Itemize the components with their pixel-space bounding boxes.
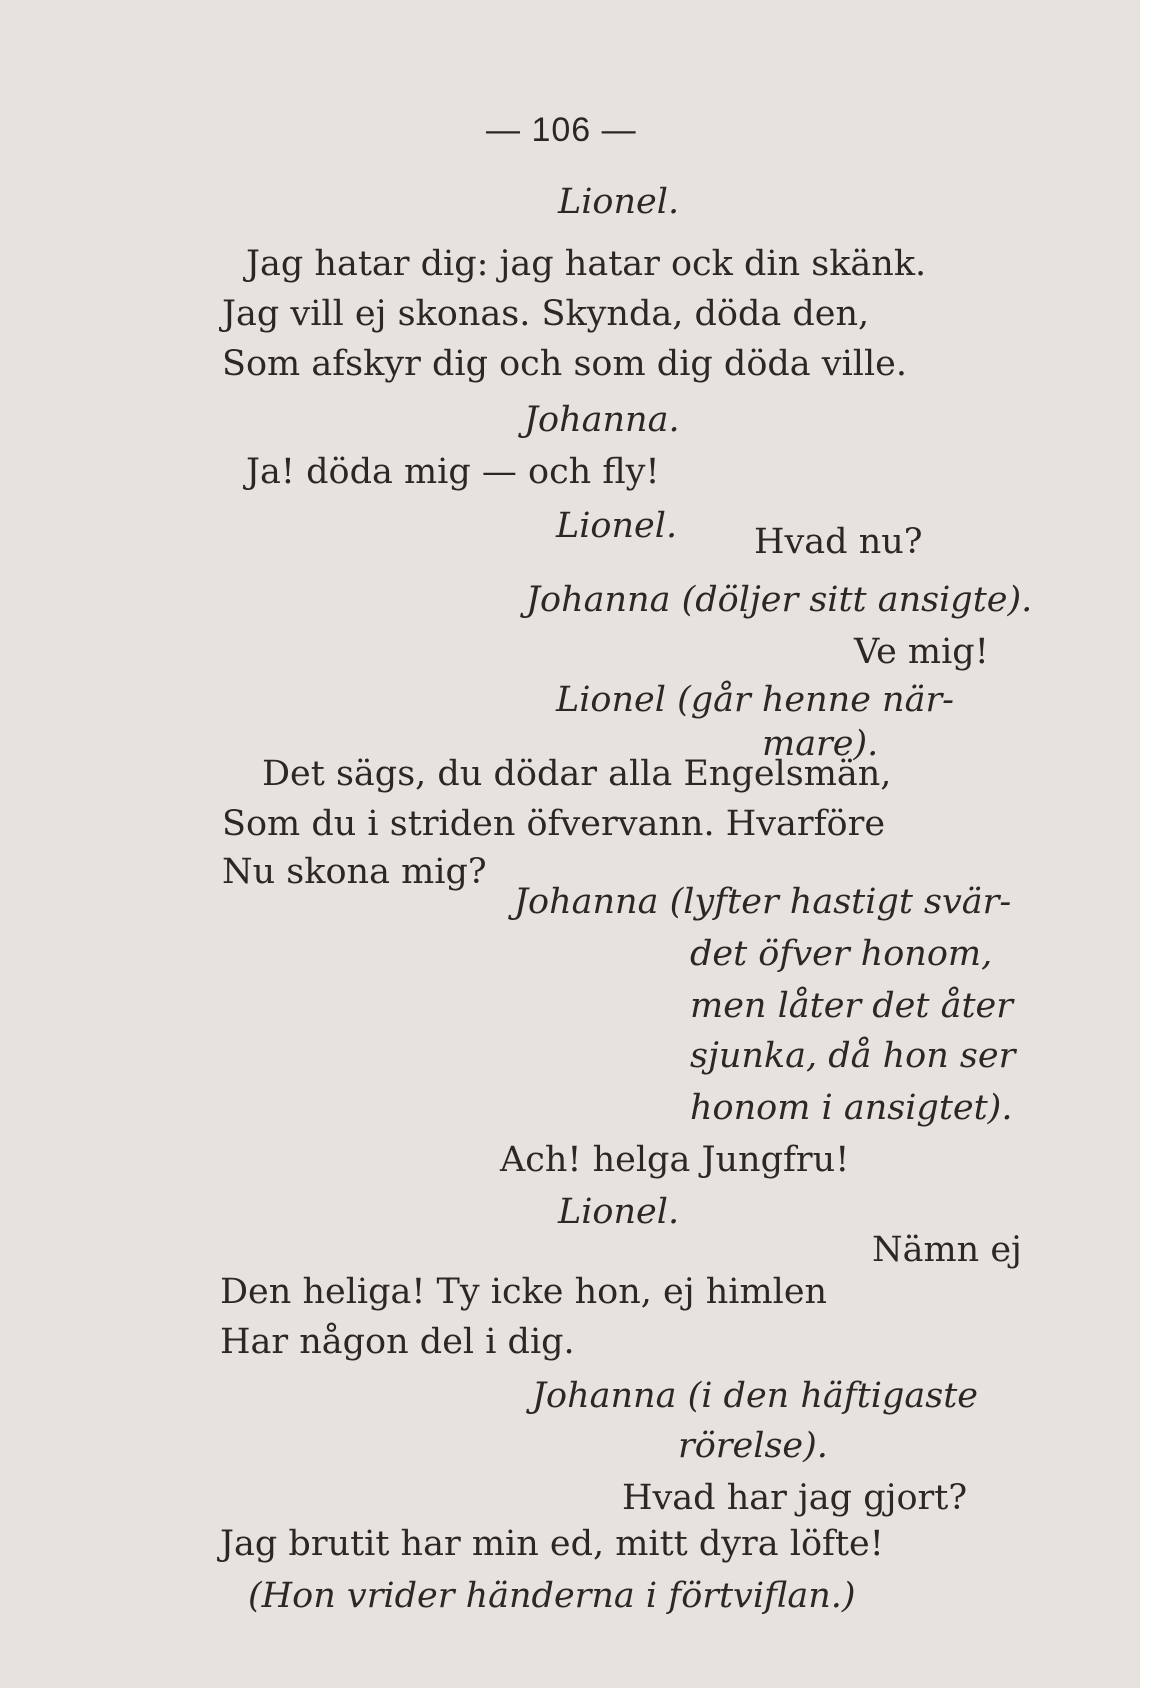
stage-direction: men låter det åter — [690, 986, 1013, 1026]
verse-line: Ja! döda mig — och fly! — [246, 452, 660, 492]
stage-direction: det öfver honom, — [690, 934, 993, 974]
speaker-name: Lionel. — [556, 506, 678, 546]
page-margin — [1140, 0, 1156, 1688]
stage-direction: Lionel (går henne när- — [556, 680, 955, 720]
speaker-name: Lionel. — [558, 1192, 680, 1232]
verse-line: Jag brutit har min ed, mitt dyra löfte! — [220, 1524, 884, 1564]
verse-line: Som du i striden öfvervann. Hvarföre — [222, 804, 886, 844]
stage-direction: honom i ansigtet). — [690, 1088, 1013, 1128]
verse-line: Det sägs, du dödar alla Engelsmän, — [262, 754, 892, 794]
stage-direction: Johanna (i den häftigaste — [532, 1376, 978, 1416]
verse-line: Den heliga! Ty icke hon, ej himlen — [220, 1272, 828, 1312]
stage-direction: sjunka, då hon ser — [690, 1036, 1016, 1076]
verse-line: Hvad har jag gjort? — [622, 1478, 968, 1518]
verse-line: Som afskyr dig och som dig döda ville. — [222, 344, 907, 384]
stage-direction: mare). — [762, 724, 879, 764]
stage-direction: Johanna (lyfter hastigt svär- — [514, 882, 1012, 922]
speaker-name: Lionel. — [558, 182, 680, 222]
stage-direction: Johanna (döljer sitt ansigte). — [526, 580, 1033, 620]
speaker-name: Johanna. — [524, 400, 680, 440]
verse-line: Har någon del i dig. — [220, 1322, 575, 1362]
verse-line: Nämn ej — [872, 1230, 1022, 1270]
page-number: — 106 — — [486, 111, 637, 149]
verse-line: Hvad nu? — [754, 522, 923, 562]
stage-direction: rörelse). — [678, 1426, 828, 1466]
verse-line: Nu skona mig? — [222, 852, 487, 892]
stage-direction: (Hon vrider händerna i förtviflan.) — [248, 1576, 856, 1616]
verse-line: Ach! helga Jungfru! — [500, 1140, 850, 1180]
verse-line: Jag vill ej skonas. Skynda, döda den, — [222, 294, 870, 334]
verse-line: Ve mig! — [854, 632, 989, 672]
verse-line: Jag hatar dig: jag hatar ock din skänk. — [246, 244, 927, 284]
